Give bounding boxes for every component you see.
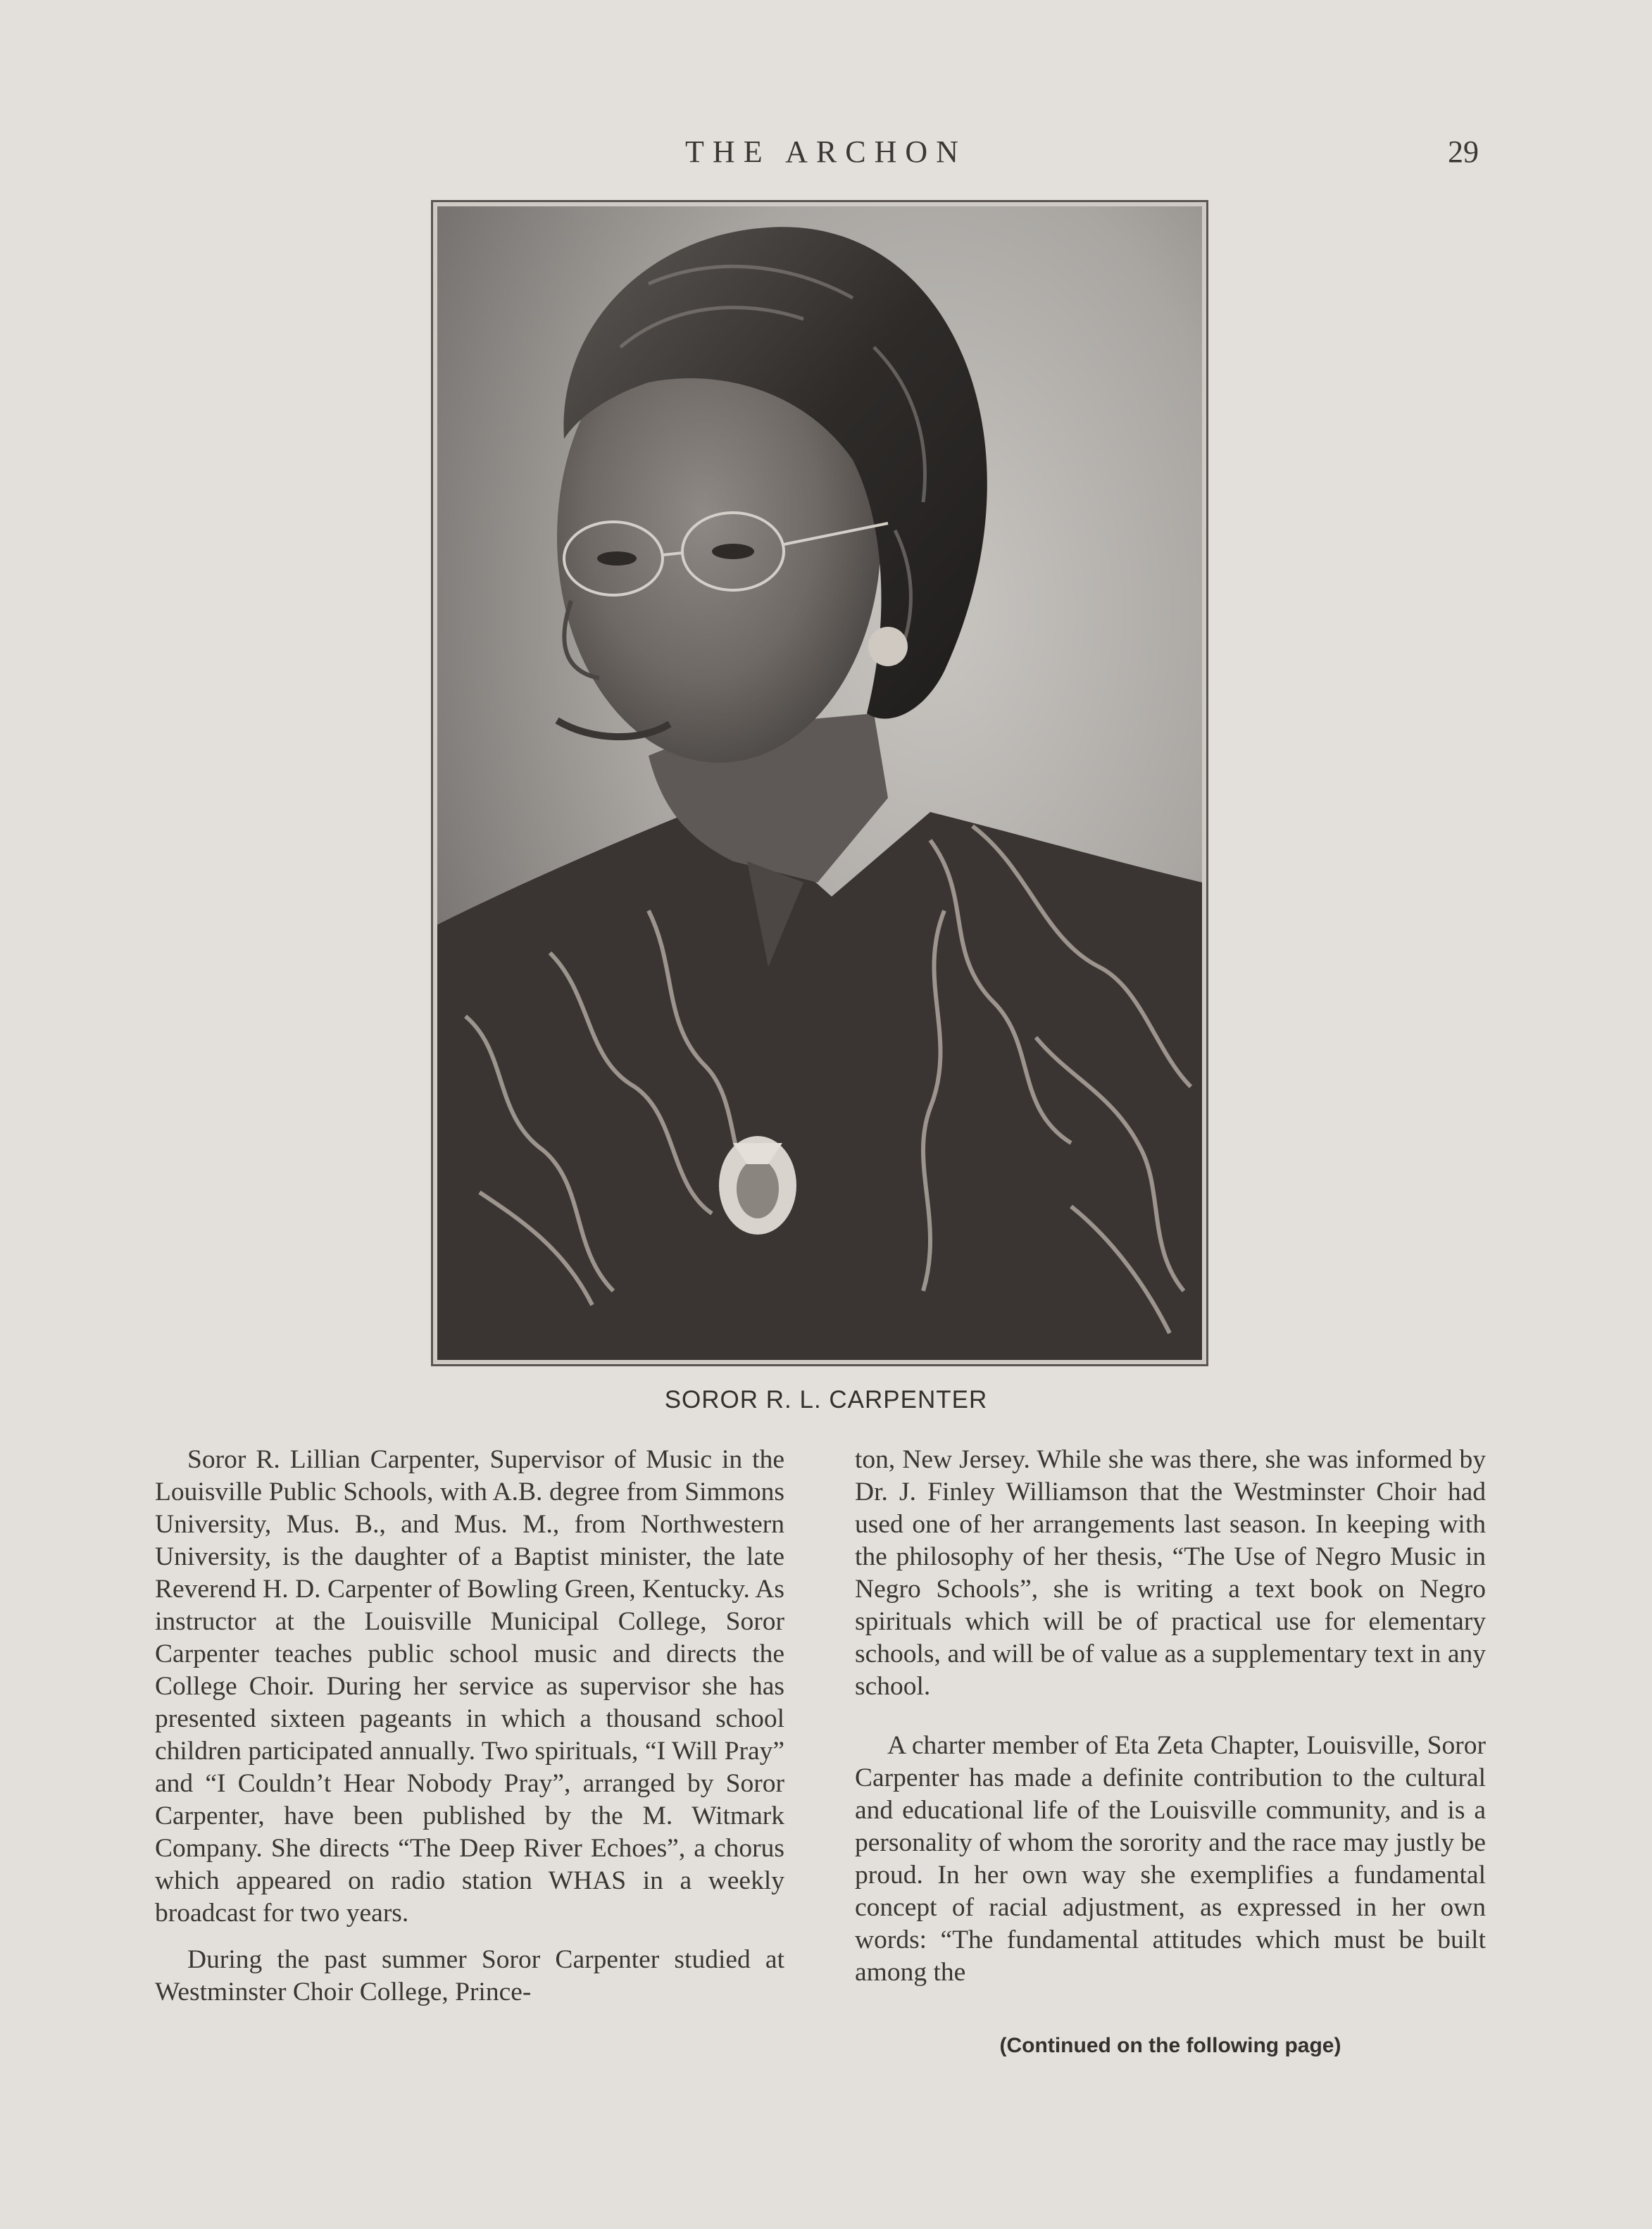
brooch <box>719 1136 796 1235</box>
right-column <box>855 1444 1486 1989</box>
right-paragraph-1: ton, New Jersey. While she was there, she was informed by Dr. J. Finley Williamson that the Westminster Choir had used one of her arrangements last season. In keeping with the philosophy of her thesis, “The Use of Negro Music in Negro Schools”, she is writing a text book on Negro spirituals which will be of practical use for elementary schools, and will be of value as a supplementary text in any school. <box>855 1445 1486 1701</box>
page-number: 29 <box>1448 135 1479 169</box>
continued-note: (Continued on the following page) <box>999 2034 1341 2057</box>
left-column <box>155 1444 784 2009</box>
earring <box>868 627 908 666</box>
portrait-photo-frame <box>431 200 1208 1366</box>
portrait-photo <box>437 206 1202 1360</box>
photo-caption: SOROR R. L. CARPENTER <box>664 1386 988 1413</box>
left-paragraph-2: During the past summer Soror Carpenter studied at Westminster Choir College, Prince- <box>155 1945 784 2006</box>
right-paragraph-2: A charter member of Eta Zeta Chapter, Louisville, Soror Carpenter has made a definite contribution to the cultural and educational life of the Louisville community, and is a personality of whom the sorority and the race may justly be proud. In her own way she exemplifies a fundamental concept of racial adjustment, as expressed in her own words: “The fundamental attitudes which must be built among the <box>855 1731 1486 1987</box>
left-paragraph-1: Soror R. Lillian Carpenter, Supervisor of Music in the Louisville Public Schools, with A.B. degree from Simmons University, Mus. B., and Mus. M., from Northwestern University, is the daughter of a Baptist minister, the late Reverend H. D. Carpenter of Bowling Green, Kentucky. As instructor at the Louisville Municipal College, Soror Carpenter teaches public school music and directs the College Choir. During her service as supervisor she has presented sixteen pageants in which a thousand school children participated annually. Two spirituals, “I Will Pray” and “I Couldn’t Hear Nobody Pray”, arranged by Soror Carpenter, have been published by the M. Witmark Company. She directs “The Deep River Echoes”, a chorus which appeared on radio station WHAS in a weekly broadcast for two years. <box>155 1445 784 1928</box>
page-header-title: THE ARCHON <box>685 135 967 169</box>
